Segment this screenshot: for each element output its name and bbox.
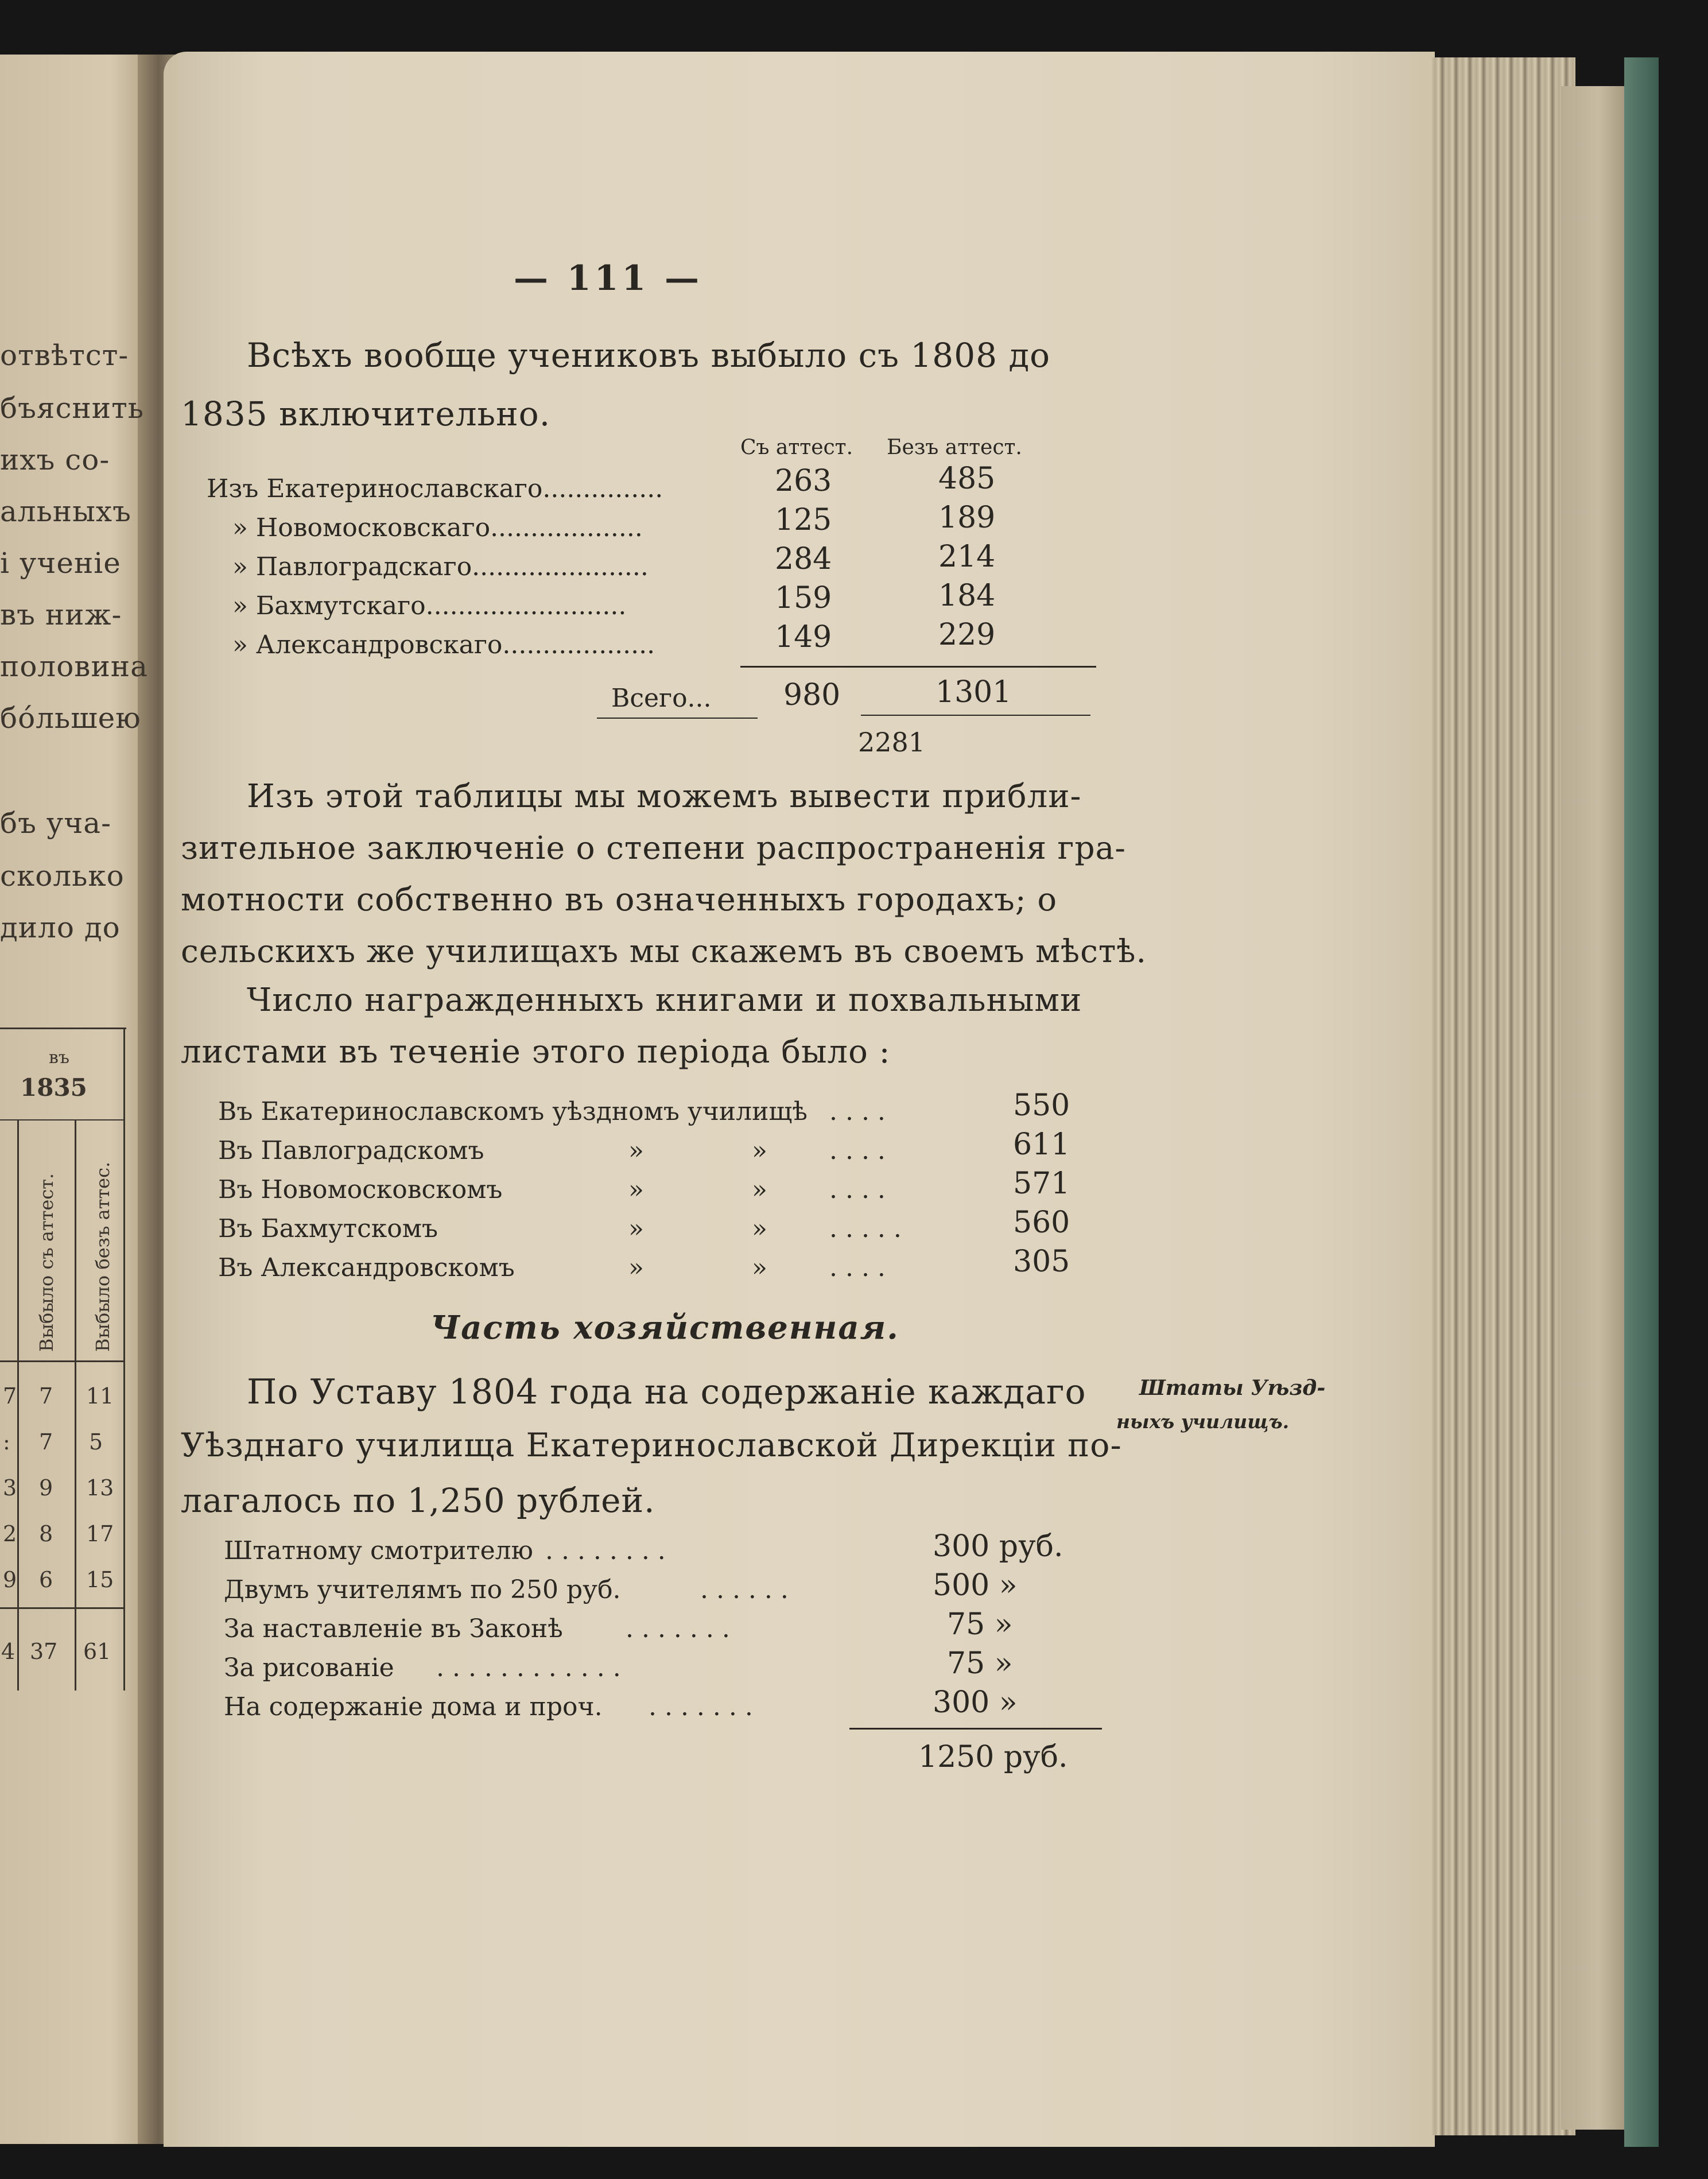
left-table-cell: 9 <box>3 1567 17 1592</box>
left-table-cell: 8 <box>39 1521 53 1546</box>
left-line: ихъ со- <box>0 443 110 476</box>
left-table-cell: 11 <box>86 1383 114 1409</box>
left-line: сколько <box>0 859 125 893</box>
budget-value: 300 руб. <box>933 1529 1063 1564</box>
paragraph-line: зительное заключеніе о степени распространенія гра- <box>181 829 1126 866</box>
left-table-header-rule <box>0 1119 125 1120</box>
table-row-label: » Новомосковскаго................... <box>232 513 643 542</box>
left-line: въ ниж- <box>0 598 122 631</box>
margin-note-line: Штаты Уѣзд- <box>1139 1376 1326 1400</box>
left-table-cell: 7 <box>39 1383 53 1409</box>
award-label: Въ Александровскомъ <box>218 1253 515 1282</box>
budget-value: 500 » <box>933 1568 1018 1603</box>
award-ditto: » <box>628 1136 644 1165</box>
table-total-with: 980 <box>783 678 841 712</box>
table-cell-with: 125 <box>775 503 832 537</box>
budget-value: 75 » <box>947 1646 1013 1681</box>
paragraph-line: Уѣзднаго училища Екатеринославской Дирекціи по- <box>181 1426 1122 1464</box>
left-table-cell: 6 <box>39 1567 53 1592</box>
left-table-col-b: Выбыло безъ аттес. <box>92 1161 114 1352</box>
left-line: альныхъ <box>0 495 131 528</box>
left-table-col-a: Выбыло съ аттест. <box>36 1173 57 1352</box>
award-dots: . . . . . <box>829 1214 902 1243</box>
table-cell-without: 229 <box>938 618 996 652</box>
budget-dots: . . . . . . . <box>649 1692 753 1722</box>
left-table-total-rule <box>0 1607 125 1609</box>
award-dots: . . . . <box>829 1097 886 1126</box>
left-table-cell: 13 <box>86 1475 114 1501</box>
budget-value: 300 » <box>933 1685 1018 1720</box>
budget-dots: . . . . . . . . <box>545 1536 666 1565</box>
award-value: 550 <box>1013 1088 1070 1123</box>
budget-label: За наставленіе въ Законѣ <box>224 1614 563 1643</box>
budget-label: Двумъ учителямъ по 250 руб. <box>224 1575 621 1604</box>
left-table-cell: : <box>3 1429 10 1455</box>
paragraph-line: По Уставу 1804 года на содержаніе каждаго <box>247 1372 1086 1412</box>
table-cell-without: 214 <box>938 540 996 574</box>
award-dots: . . . . <box>829 1175 886 1204</box>
left-line: бъяснить <box>0 391 144 425</box>
table-cell-without: 184 <box>938 579 996 613</box>
left-table-col-rule <box>17 1119 19 1691</box>
page-number: — 111 — <box>514 258 703 298</box>
table-total-rule <box>861 715 1090 716</box>
table-cell-with: 284 <box>775 542 832 576</box>
intro-line: 1835 включительно. <box>181 394 551 433</box>
award-label: Въ Новомосковскомъ <box>218 1175 503 1204</box>
table-grand-total: 2281 <box>858 727 926 758</box>
table-sum-rule <box>740 666 1096 668</box>
budget-label: За рисованіе <box>224 1653 394 1682</box>
left-table-cell: 5 <box>89 1429 103 1455</box>
budget-dots: . . . . . . . . . . . . <box>436 1653 621 1682</box>
left-table-body-rule <box>0 1360 125 1362</box>
award-value: 611 <box>1013 1127 1070 1162</box>
award-ditto: » <box>628 1214 644 1243</box>
left-line: бо́льшею <box>0 701 141 735</box>
left-line: половина <box>0 650 148 683</box>
left-table-right-rule <box>123 1028 125 1691</box>
award-ditto: » <box>752 1136 767 1165</box>
left-table-cell: 17 <box>86 1521 114 1546</box>
table-row-label: » Александровскаго................... <box>232 630 655 660</box>
award-ditto: » <box>628 1175 644 1204</box>
award-label: Въ Бахмутскомъ <box>218 1214 438 1243</box>
table-header-without: Безъ аттест. <box>887 436 1022 459</box>
paragraph-line: листами въ теченіе этого періода было : <box>181 1033 891 1071</box>
left-table-cell: 7 <box>3 1383 17 1409</box>
table-header-with: Съ аттест. <box>740 436 853 459</box>
table-row-label: Изъ Екатеринославскаго............... <box>207 474 663 503</box>
table-cell-with: 263 <box>775 464 832 498</box>
paragraph-line: Число награжденныхъ книгами и похвальными <box>247 982 1082 1019</box>
margin-note-line: ныхъ училищъ. <box>1116 1410 1290 1433</box>
budget-dots: . . . . . . . <box>626 1614 730 1643</box>
table-cell-with: 149 <box>775 620 832 654</box>
award-dots: . . . . <box>829 1253 886 1282</box>
award-ditto: » <box>628 1253 644 1282</box>
left-table-total: 37 <box>30 1639 58 1664</box>
paragraph-line: Изъ этой таблицы мы можемъ вывести прибли- <box>247 778 1082 815</box>
award-value: 305 <box>1013 1244 1070 1279</box>
left-table-cell: 7 <box>39 1429 53 1455</box>
left-table-cell: 3 <box>3 1475 17 1501</box>
left-table-cell: 9 <box>39 1475 53 1501</box>
paragraph-line: сельскихъ же училищахъ мы скажемъ въ своемъ мѣстѣ. <box>181 933 1147 970</box>
table-total-label: Всего... <box>611 684 712 713</box>
award-value: 560 <box>1013 1205 1070 1240</box>
table-total-without: 1301 <box>935 675 1012 709</box>
award-dots: . . . . <box>829 1136 886 1165</box>
left-line: бъ уча- <box>0 807 111 840</box>
table-total-rule <box>597 718 758 719</box>
paragraph-line: лагалось по 1,250 рублей. <box>181 1481 655 1520</box>
award-value: 571 <box>1013 1166 1070 1201</box>
budget-sum-rule <box>849 1728 1102 1730</box>
table-cell-without: 485 <box>938 462 996 496</box>
budget-label: Штатному смотрителю <box>224 1536 533 1565</box>
section-title: Часть хозяйственная. <box>430 1309 899 1347</box>
budget-total: 1250 руб. <box>918 1740 1068 1774</box>
award-ditto: » <box>752 1253 767 1282</box>
award-ditto: » <box>752 1214 767 1243</box>
award-label: Въ Екатеринославскомъ уѣздномъ училищѣ <box>218 1097 808 1126</box>
left-table-col-rule <box>75 1119 76 1691</box>
award-label: Въ Павлоградскомъ <box>218 1136 484 1165</box>
page-edges <box>1432 57 1575 2135</box>
left-table-header-year: 1835 <box>20 1073 87 1102</box>
left-line: і ученіе <box>0 546 121 580</box>
left-table-total: 61 <box>83 1639 111 1664</box>
table-row-label: » Павлоградскаго...................... <box>232 552 649 581</box>
budget-label: На содержаніе дома и проч. <box>224 1692 603 1722</box>
left-table-header-prefix: въ <box>49 1048 69 1068</box>
page-edge-band <box>1561 86 1624 2130</box>
book-cover-edge <box>1624 57 1659 2147</box>
intro-line: Всѣхъ вообще учениковъ выбыло съ 1808 до <box>247 336 1051 375</box>
table-cell-without: 189 <box>938 501 996 535</box>
paragraph-line: мотности собственно въ означенныхъ городахъ; о <box>181 881 1058 918</box>
left-table-top-rule <box>0 1028 126 1029</box>
table-row-label: » Бахмутскаго......................... <box>232 591 627 621</box>
left-table-cell: 15 <box>86 1567 114 1592</box>
table-cell-with: 159 <box>775 581 832 615</box>
budget-dots: . . . . . . <box>700 1575 789 1604</box>
left-table-cell: 2 <box>3 1521 17 1546</box>
award-ditto: » <box>752 1175 767 1204</box>
budget-value: 75 » <box>947 1607 1013 1642</box>
left-line: отвѣтст- <box>0 339 129 372</box>
left-line: дило до <box>0 911 121 944</box>
left-table-total: 4 <box>1 1639 15 1664</box>
